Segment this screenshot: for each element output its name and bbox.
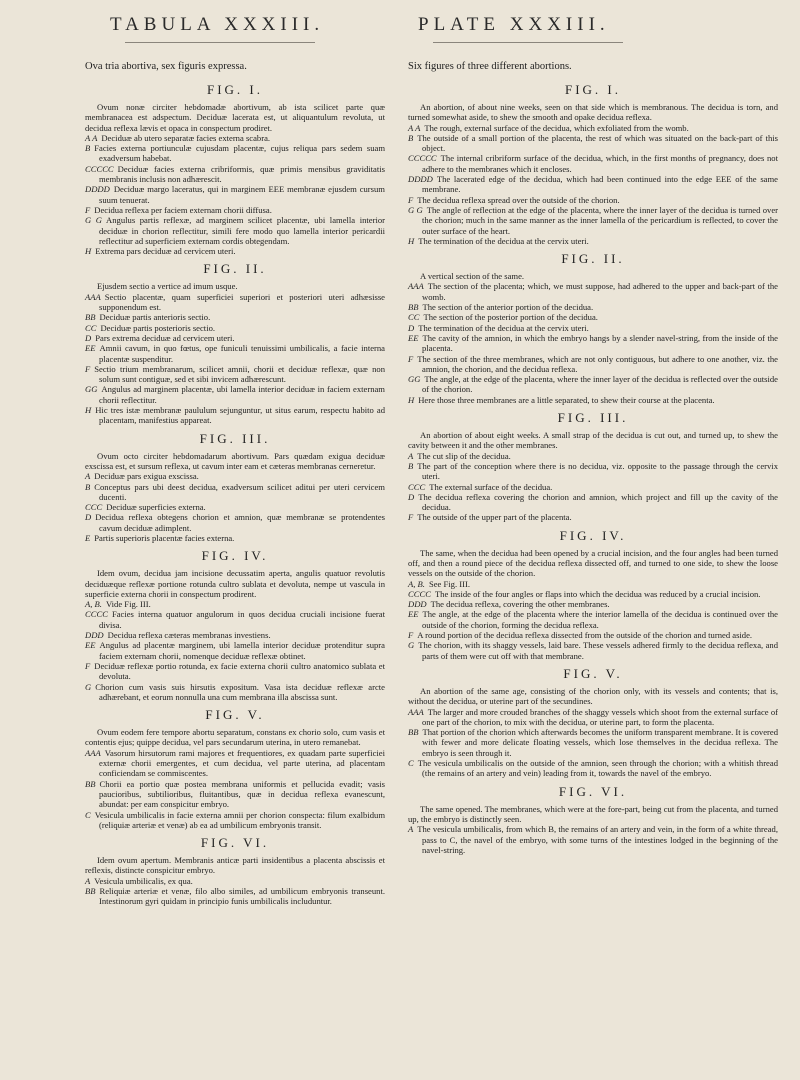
entry-label: A (85, 875, 91, 886)
latin-figure-entry (85, 886, 385, 907)
latin-figure-entry (85, 343, 385, 364)
latin-figure-entry (85, 512, 385, 533)
entry-label: F (408, 194, 414, 205)
entry-text: The rough, external surface of the decidua, which exfoliated from the womb. (424, 122, 689, 133)
entry-text: Hic tres istæ membranæ paululum sejunguntur, ut situs earum, respectu habito ad placentam, manifestius appareat. (95, 405, 385, 426)
entry-label: D (408, 491, 415, 502)
latin-figure-entry (85, 810, 385, 831)
latin-figure-description: Idem ovum, decidua jam incisione decussatim aperta, angulis quatuor revolutis deciduæque reflexæ portione rotunda cultro sublata et devoluta, nempe ut vascula in superficie externa chorii in conspectum prodirent. (85, 568, 385, 599)
entry-text: The larger and more crouded branches of the shaggy vessels which shoot from the external surface of one part of the chorion, to mix with the decidua, or uterine part, to form the placenta. (422, 706, 778, 727)
entry-label: E (85, 532, 91, 543)
english-figure-description: An abortion of about eight weeks. A small strap of the decidua is cut out, and turned up, to shew the cavity between it and the other membranes. (408, 430, 778, 451)
entry-label: BB (408, 727, 419, 738)
english-figure-entry (408, 323, 778, 333)
entry-label: A (408, 450, 414, 461)
english-figure-description: An abortion of the same age, consisting of the chorion only, with its vessels and contents; that is, without the decidua, or uterine part of the secundines. (408, 685, 778, 707)
english-figure-entry (408, 482, 778, 492)
entry-label: A, B. (85, 599, 102, 610)
latin-figure-entry (85, 471, 385, 481)
entry-label: A A (408, 122, 421, 133)
english-figure-entry (408, 451, 778, 461)
entry-label: B (408, 460, 414, 471)
entry-text: Pars extrema deciduæ ad cervicem uteri. (95, 332, 235, 343)
english-intro: Six figures of three different abortions. (408, 61, 572, 72)
entry-text: Deciduæ reflexæ portio rotunda, ex facie externa chorii cultro anatomico sublata et devoluta. (94, 660, 385, 682)
entry-text: The angle, at the edge of the placenta where the interior lamella of the decidua is continued over the outside of the chorion, forming the decidua reflexa. (422, 609, 778, 630)
entry-label: GG (408, 374, 421, 385)
latin-figure-section (85, 836, 385, 906)
english-figure-entry (408, 492, 778, 513)
entry-label: EE (85, 343, 96, 354)
entry-label: AAA (85, 291, 101, 302)
entry-label: BB (85, 778, 96, 789)
entry-label: F (408, 630, 414, 641)
english-figure-entry (408, 599, 778, 609)
english-figure-entry (408, 133, 778, 154)
entry-label: A, B. (408, 578, 425, 589)
english-figure-entry (408, 824, 778, 855)
entry-label: CCC (85, 502, 103, 513)
latin-figure-entry (85, 599, 385, 609)
english-figure-description: An abortion, of about nine weeks, seen on that side which is membranous. The decidua is torn, and turned somewhat aside, to shew the smooth and opake decidua reflexa. (408, 102, 778, 123)
entry-label: H (85, 405, 92, 416)
entry-label: F (85, 363, 91, 374)
entry-text: The external surface of the decidua. (429, 481, 553, 492)
entry-label: GG (85, 384, 98, 395)
latin-figure-entry (85, 333, 385, 343)
latin-figure-entry (85, 661, 385, 682)
entry-label: AAA (408, 281, 424, 292)
latin-figure-entry (85, 164, 385, 185)
entry-label: CCCC (85, 609, 108, 620)
latin-figure-entry (85, 205, 385, 215)
entry-label: G G (85, 215, 103, 226)
entry-label: H (408, 394, 415, 405)
english-figure-entry (408, 461, 778, 482)
entry-text: The decidua reflexa spread over the outside of the chorion. (417, 194, 620, 205)
latin-figure-section (85, 83, 385, 256)
entry-label: EE (408, 609, 419, 620)
latin-figure-entry (85, 876, 385, 886)
english-figure-entry (408, 630, 778, 640)
latin-figure-entry (85, 184, 385, 205)
latin-figure-entry (85, 609, 385, 630)
entry-label: CCC (408, 481, 426, 492)
latin-figure-heading: FIG. V. (205, 707, 265, 723)
latin-figure-description: Ovum octo circiter hebdomadarum abortivum. Pars quædam exigua deciduæ exscissa est, et sursum reflexa, ut cavum inter eam et cæteras membranas cerneretur. (85, 450, 385, 471)
entry-label: H (85, 246, 92, 257)
english-figure-entry (408, 589, 778, 599)
entry-label: B (408, 132, 414, 143)
english-figure-section (408, 411, 778, 523)
latin-figure-entry (85, 482, 385, 503)
entry-label: G G (408, 204, 423, 215)
entry-text: The decidua reflexa covering the chorion and amnion, which project and fill up the cavity of the decidua. (418, 491, 778, 513)
english-figure-section (408, 83, 778, 246)
english-figure-heading: FIG. VI. (558, 783, 628, 799)
latin-figure-section (85, 549, 385, 702)
entry-text: Facies interna quatuor angulorum in quos decidua cruciali incisione fuerat divisa. (99, 609, 385, 630)
entry-label: BB (408, 302, 419, 313)
entry-text: The decidua reflexa, covering the other membranes. (430, 599, 610, 610)
entry-text: Angulus ad placentæ marginem, ubi lamella interior deciduæ protenditur supra faciem externam chorii, nomenque deciduæ reflexæ obtinet. (99, 640, 385, 661)
latin-figure-entry (85, 533, 385, 543)
english-figure-section (408, 785, 778, 855)
entry-text: The angle of reflection at the edge of the placenta, where the inner layer of the decidua is turned over the chorion; much in the same manner as the inner lamella of the pericardium is reflected, to cover the outer surface of the heart. (422, 204, 779, 236)
latin-figure-entry (85, 323, 385, 333)
entry-label: EE (408, 332, 419, 343)
entry-text: See Fig. III. (428, 578, 471, 589)
entry-text: Chorii ea portio quæ postea membrana uniformis et pellucida evadit; vasis paucioribus, subtilioribus, fluitantibus, quæ in decidua reflexa evanescunt, abundat: per eam conspicitur embryo. (99, 778, 385, 810)
entry-text: Amnii cavum, in quo fœtus, ope funiculi tenuissimi umbilicalis, a facie interna placentæ suspenditur. (99, 343, 385, 364)
latin-figure-entry (85, 502, 385, 512)
entry-text: The termination of the decidua at the cervix uteri. (418, 235, 589, 246)
entry-label: DDDD (408, 174, 433, 185)
entry-text: Sectio placentæ, quam superficiei superiori et posteriori uteri adhæsisse supponendum est. (99, 291, 385, 313)
entry-text: Chorion cum vasis suis hirsutis expositum. Vasa ista deciduæ reflexæ arcte adhærebant, et eorum nonnulla una cum membrana illa abscissa sunt. (95, 681, 385, 702)
entry-text: The section of the placenta; which, we must suppose, had adhered to the upper and back-part of the womb. (422, 281, 778, 302)
entry-text: Conceptus pars ubi deest decidua, exadversum scilicet aditui per uteri cervicem ducenti. (94, 481, 385, 502)
latin-figure-entry (85, 133, 385, 143)
english-column (408, 0, 778, 855)
english-figure-heading: FIG. III. (557, 410, 629, 426)
entry-text: The cut slip of the decidua. (417, 450, 511, 461)
entry-text: Vide Fig. III. (105, 599, 151, 610)
entry-text: The outside of the upper part of the placenta. (417, 512, 572, 523)
entry-text: Deciduæ partis anterioris sectio. (99, 312, 211, 323)
entry-label: A (85, 471, 91, 482)
entry-label: H (408, 235, 415, 246)
latin-figure-heading: FIG. VI. (200, 835, 270, 851)
latin-figure-entry (85, 682, 385, 703)
entry-text: Extrema pars deciduæ ad cervicem uteri. (95, 246, 236, 257)
entry-text: Partis superioris placentæ facies externa. (94, 532, 235, 543)
english-figure-entry (408, 312, 778, 322)
latin-intro: Ova tria abortiva, sex figuris expressa. (85, 61, 247, 72)
english-figure-entry (408, 302, 778, 312)
english-figure-section (408, 667, 778, 779)
english-figure-entry (408, 758, 778, 779)
english-figure-description: The same, when the decidua had been opened by a crucial incision, and the four angles had been turned off, and then a round piece of the decidua reflexa dissected off, and turned to one side, to shew the loose vessels on the outside of the chorion. (408, 547, 778, 579)
english-title: PLATE XXXIII. (418, 14, 610, 35)
entry-label: AAA (85, 747, 101, 758)
english-figure-entry (408, 236, 778, 246)
entry-text: Sectio trium membranarum, scilicet amnii, chorii et deciduæ reflexæ, quæ non solum sunt contiguæ, sed et sibi invicem adhærescunt. (94, 363, 385, 385)
entry-text: The section of the three membranes, which are not only contiguous, but adhere to one another, viz. the amnion, the chorion, and the decidua reflexa. (417, 353, 778, 374)
english-figure-section (408, 529, 778, 661)
entry-text: The chorion, with its shaggy vessels, laid bare. These vessels adhered firmly to the decidua reflexa, and parts of them were cut off with that membrane. (418, 640, 778, 661)
entry-text: A round portion of the decidua reflexa dissected from the outside of the chorion and turned aside. (417, 630, 753, 641)
latin-figure-heading: FIG. IV. (201, 548, 269, 564)
entry-label: G (85, 681, 92, 692)
english-figure-entry (408, 374, 778, 395)
latin-figure-section (85, 262, 385, 425)
english-figure-heading: FIG. I. (564, 82, 622, 97)
entry-label: F (408, 512, 414, 523)
entry-text: The inside of the four angles or flaps into which the decidua was reduced by a crucial incision. (434, 588, 761, 599)
entry-text: Decidua reflexa cæteras membranas investiens. (107, 630, 271, 641)
entry-label: DDDD (85, 184, 110, 195)
entry-text: Deciduæ pars exigua exscissa. (94, 471, 199, 482)
latin-figure-entry (85, 405, 385, 426)
entry-label: F (85, 660, 91, 671)
latin-figure-entry (85, 384, 385, 405)
entry-text: Deciduæ ab utero separatæ facies externa scabra. (101, 132, 271, 143)
latin-figure-section (85, 432, 385, 544)
latin-column (85, 0, 385, 907)
english-figure-section (408, 252, 778, 405)
latin-figure-entry (85, 246, 385, 256)
english-figure-heading: FIG. IV. (559, 527, 627, 543)
entry-label: DDD (85, 630, 104, 641)
latin-title-rule (125, 42, 315, 43)
latin-figure-entry (85, 748, 385, 779)
english-figure-heading: FIG. II. (561, 251, 625, 267)
entry-label: A (408, 824, 414, 835)
entry-label: F (408, 353, 414, 364)
latin-figure-heading: FIG. I. (206, 82, 264, 97)
entry-text: The section of the posterior portion of the decidua. (423, 312, 598, 323)
entry-label: CC (85, 322, 97, 333)
latin-figure-description: Ovum nonæ circiter hebdomadæ abortivum, ab ista scilicet parte quæ membranacea est adspectum. Deciduæ lacerata est, ut aliquantulum revoluta, ut decidua reflexa lævis et opaca in conspectum prodiret. (85, 102, 385, 133)
english-figure-entry (408, 640, 778, 661)
entry-text: Reliquiæ arteriæ et venæ, filo albo similes, ad umbilicum embryonis transeunt. Intestinorum gyri quidam in principio funis umbilicalis includuntur. (99, 886, 385, 907)
latin-figure-heading: FIG. III. (199, 430, 271, 446)
entry-text: Decidua reflexa per faciem externam chorii diffusa. (94, 204, 272, 215)
english-figure-entry (408, 123, 778, 133)
entry-label: C (85, 809, 91, 820)
english-figures (408, 83, 778, 855)
entry-text: Decidua reflexa obtegens chorion et amnion, quæ membranæ se protendentes cavum deciduæ adimplent. (95, 512, 385, 533)
english-figure-entry (408, 195, 778, 205)
english-figure-description: The same opened. The membranes, which were at the fore-part, being cut from the placenta, and turned up, the embryo is distinctly seen. (408, 803, 778, 824)
entry-text: The internal cribriform surface of the decidua, which, in the first months of pregnancy, does not adhere to the membranes which it encloses. (422, 153, 778, 174)
entry-label: EE (85, 640, 96, 651)
entry-text: Angulus partis reflexæ, ad marginem scilicet placentæ, ubi lamella interior deciduæ in chorion reflectitur, simili fere modo quo lamella interior pericardii reflectitur ad superficiem externam cordis obtegendam. (99, 215, 386, 246)
entry-text: Vasorum hirsutorum rami majores et frequentiores, ex quadam parte superficiei externæ chorii emergentes, et cum decidua, vel parte uterina, ad placentam conficiendam se commiscentes. (99, 747, 385, 779)
latin-figure-entry (85, 640, 385, 661)
latin-figure-entry (85, 364, 385, 385)
entry-text: The part of the conception where there is no decidua, viz. opposite to the passage through the cervix uteri. (417, 460, 778, 482)
english-figure-entry (408, 512, 778, 522)
english-title-rule (433, 42, 623, 43)
entry-label: B (85, 481, 91, 492)
english-figure-entry (408, 395, 778, 405)
english-figure-description: A vertical section of the same. (420, 271, 525, 282)
entry-text: Angulus ad marginem placentæ, ubi lamella interior deciduæ in faciem externam chorii reflectitur. (99, 384, 385, 405)
entry-label: D (85, 332, 92, 343)
entry-label: DDD (408, 599, 427, 610)
entry-label: AAA (408, 706, 424, 717)
english-figure-entry (408, 609, 778, 630)
entry-label: BB (85, 312, 96, 323)
entry-text: The section of the anterior portion of the decidua. (422, 302, 594, 313)
english-figure-entry (408, 205, 778, 236)
english-figure-entry (408, 579, 778, 589)
english-figure-entry (408, 174, 778, 195)
entry-label: G (408, 640, 415, 651)
latin-figure-heading: FIG. II. (203, 261, 267, 277)
entry-label: C (408, 758, 414, 769)
entry-text: Vesicula umbilicalis, ex qua. (94, 875, 193, 886)
entry-text: The outside of a small portion of the placenta, the rest of which was situated on the back-part of this object. (417, 132, 778, 154)
english-figure-entry (408, 707, 778, 728)
latin-figure-entry (85, 779, 385, 810)
entry-label: D (408, 322, 415, 333)
english-figure-entry (408, 281, 778, 302)
english-figure-entry (408, 153, 778, 174)
latin-figure-entry (85, 292, 385, 313)
latin-figure-entry (85, 215, 385, 246)
entry-label: D (85, 512, 92, 523)
entry-text: Deciduæ superficies externa. (106, 502, 206, 513)
entry-text: The angle, at the edge of the placenta, where the inner layer of the decidua is reflected over the outside of the chorion. (422, 374, 778, 395)
latin-figure-entry (85, 312, 385, 322)
latin-figure-description: Ovum eodem fere tempore abortu separatum, constans ex chorio solo, cum vasis et contentis ejus; quippe decidua, vel pars secundarum uterina, in utero remanebat. (85, 727, 385, 748)
english-figure-entry (408, 333, 778, 354)
entry-text: The vesicula umbilicalis, from which B, the remains of an artery and vein, in the form of a white thread, pass to C, the navel of the embryo, with some turns of the intestines lodged in the beginning of the navel-string. (417, 824, 778, 855)
latin-figure-entry (85, 630, 385, 640)
latin-figure-entry (85, 143, 385, 164)
entry-text: Vesicula umbilicalis in facie externa amnii per chorion conspecta: filum exalbidum (reliquiæ arteriæ et venæ) ab ea ad umbilicum embryonis transit. (94, 809, 385, 830)
entry-label: F (85, 204, 91, 215)
entry-text: The cavity of the amnion, in which the embryo hangs by a slender navel-string, from the inside of the placenta. (422, 332, 778, 354)
latin-figure-section (85, 708, 385, 830)
entry-text: The lacerated edge of the decidua, which had been continued into the edge EEE of the same membrane. (422, 174, 778, 195)
entry-text: The termination of the decidua at the cervix uteri. (418, 322, 589, 333)
entry-label: CCCCC (85, 163, 114, 174)
entry-label: CC (408, 312, 420, 323)
entry-text: Facies externa portiunculæ cujusdam placentæ, cujus reliqua pars sedem suam exadversum habebat. (94, 143, 385, 164)
latin-figure-description: Idem ovum apertum. Membranis anticæ parti insidentibus a placenta abscissis et reflexis, distincte conspicitur embryo. (85, 855, 385, 876)
entry-text: Deciduæ facies externa cribriformis, quæ primis mensibus graviditatis membranis inclusis non adhærescit. (99, 163, 385, 185)
entry-text: The vesicula umbilicalis on the outside of the amnion, seen through the chorion; with a whitish thread (the remains of an artery and vein) leading from it, towards the navel of the embryo. (417, 758, 778, 779)
entry-text: That portion of the chorion which afterwards becomes the uniform transparent membrane. It is covered with fewer and more delicate floating vessels, which lose themselves in the decidua reflexa. The embryo is seen through it. (422, 727, 778, 758)
entry-label: B (85, 143, 91, 154)
entry-text: Here those three membranes are a little separated, to shew their course at the placenta. (418, 394, 715, 405)
entry-text: Deciduæ margo laceratus, qui in marginem EEE membranæ ejusdem cursum suum tenuerat. (99, 184, 385, 205)
entry-label: BB (85, 886, 96, 896)
english-figure-entry (408, 727, 778, 758)
english-figure-entry (408, 354, 778, 375)
entry-label: CCCC (408, 588, 431, 599)
entry-text: Deciduæ partis posterioris sectio. (100, 322, 216, 333)
latin-figure-description: Ejusdem sectio a vertice ad imum usque. (97, 281, 238, 292)
english-figure-heading: FIG. V. (563, 665, 623, 681)
latin-title: TABULA XXXIII. (110, 14, 325, 35)
entry-label: CCCCC (408, 153, 437, 164)
entry-label: A A (85, 132, 98, 143)
latin-figures (85, 83, 385, 907)
